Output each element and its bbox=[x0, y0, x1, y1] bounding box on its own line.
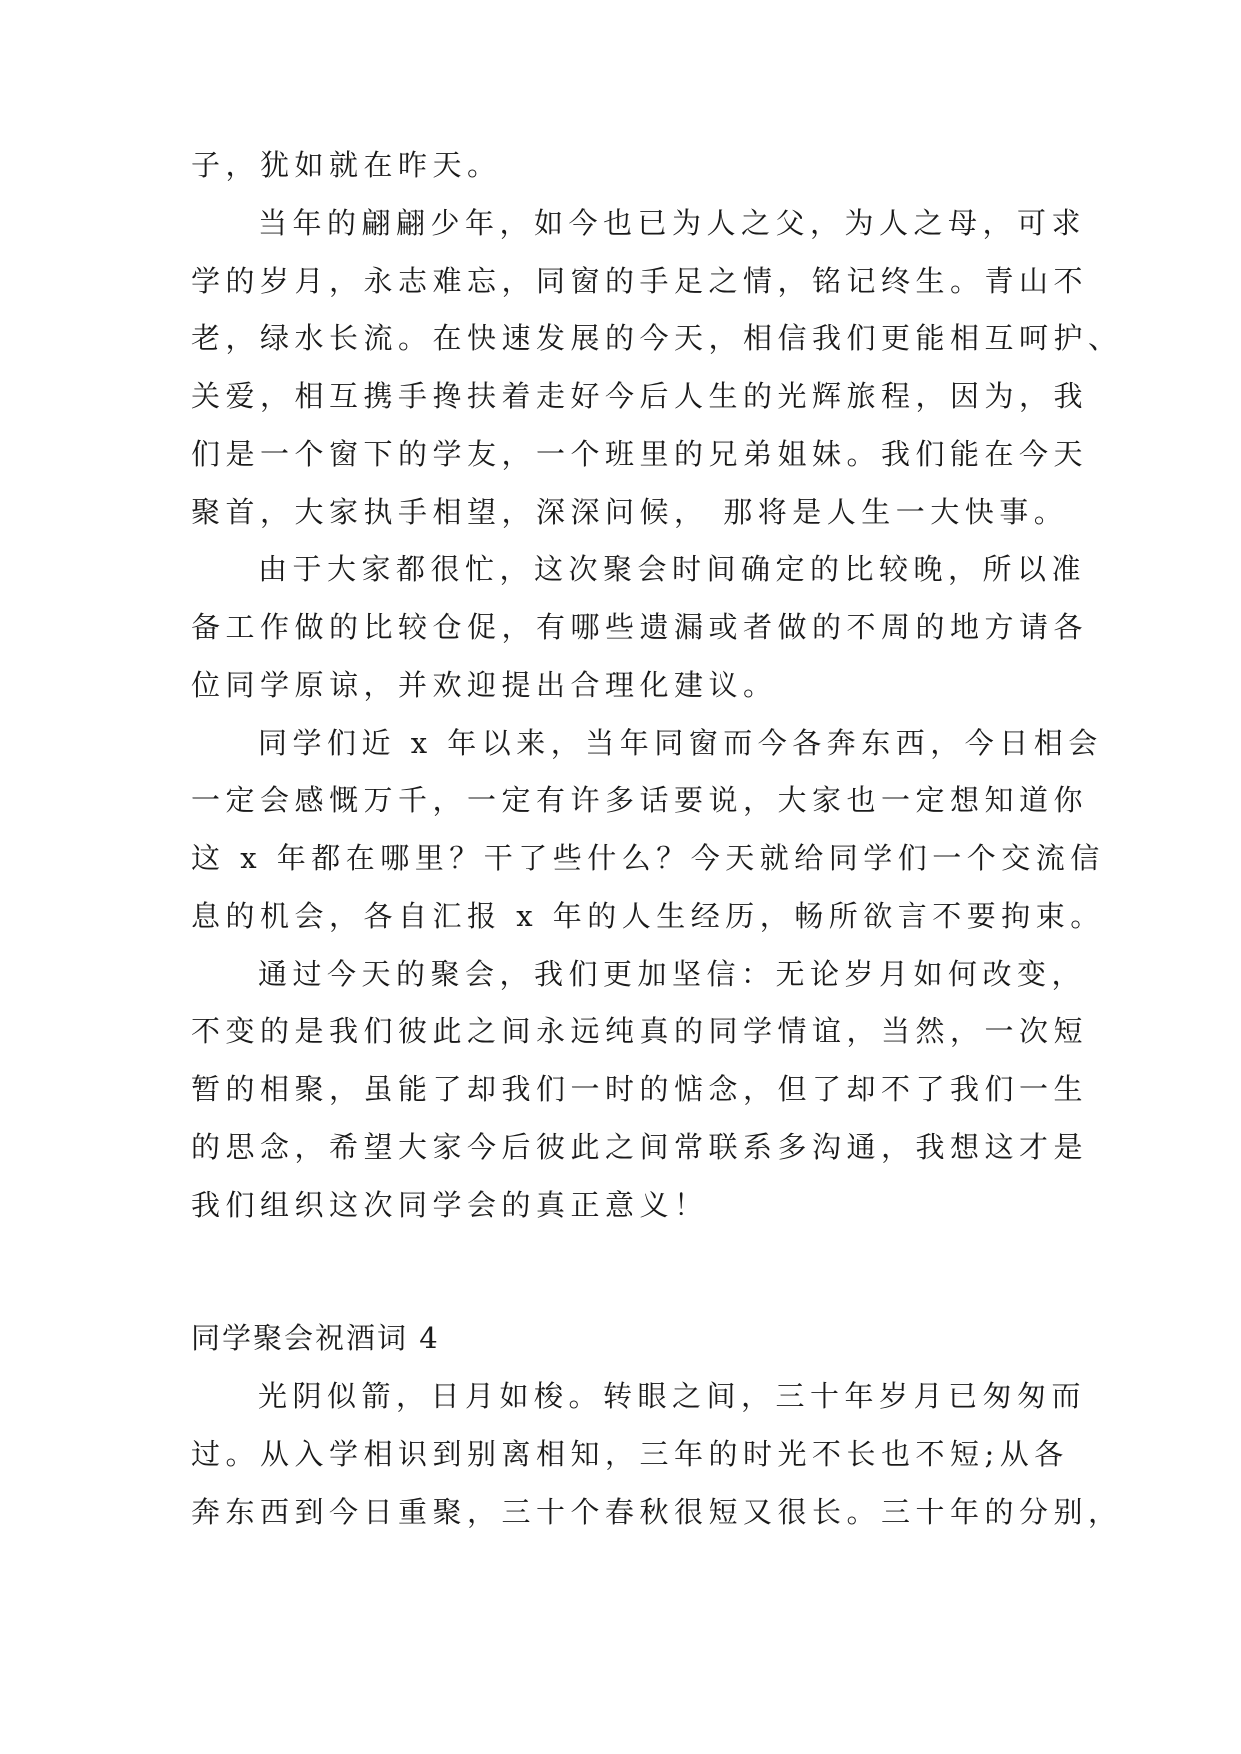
text-line-content: 奔东西到今日重聚，三十个春秋很短又很长。三十年的分别， bbox=[191, 1495, 1123, 1529]
section-heading-text: 同学聚会祝酒词 4 bbox=[191, 1321, 440, 1355]
text-line-content: 们是一个窗下的学友，一个班里的兄弟姐妹。我们能在今天 bbox=[191, 437, 1089, 471]
text-line-content: 我们组织这次同学会的真正意义！ bbox=[191, 1188, 709, 1222]
text-line-content: 学的岁月，永志难忘，同窗的手足之情，铭记终生。青山不 bbox=[191, 264, 1089, 298]
text-line-content: 子，犹如就在昨天。 bbox=[191, 148, 502, 182]
text-line-content: 聚首，大家执手相望，深深问候， 那将是人生一大快事。 bbox=[191, 495, 1069, 529]
text-line-content: 的思念，希望大家今后彼此之间常联系多沟通，我想这才是 bbox=[191, 1130, 1089, 1164]
text-line-content: 当年的翩翩少年，如今也已为人之父，为人之母，可求 bbox=[258, 206, 1087, 240]
text-line-content: 一定会感慨万千，一定有许多话要说，大家也一定想知道你 bbox=[191, 783, 1089, 817]
text-line-content: 过。从入学相识到别离相知，三年的时光不长也不短;从各 bbox=[191, 1437, 1069, 1471]
text-line-content: 暂的相聚，虽能了却我们一时的惦念，但了却不了我们一生 bbox=[191, 1072, 1089, 1106]
text-line-content: 关爱，相互携手搀扶着走好今后人生的光辉旅程，因为，我 bbox=[191, 379, 1089, 413]
text-line-content: 光阴似箭，日月如梭。转眼之间，三十年岁月已匆匆而 bbox=[258, 1379, 1087, 1413]
text-line-content: 不变的是我们彼此之间永远纯真的同学情谊，当然，一次短 bbox=[191, 1014, 1089, 1048]
text-line-content: 老，绿水长流。在快速发展的今天，相信我们更能相互呵护、 bbox=[191, 321, 1123, 355]
text-line-content: 位同学原谅，并欢迎提出合理化建议。 bbox=[191, 668, 778, 702]
text-line-content: 备工作做的比较仓促，有哪些遗漏或者做的不周的地方请各 bbox=[191, 610, 1089, 644]
text-line-content: 这 x 年都在哪里？干了些什么？今天就给同学们一个交流信 bbox=[191, 841, 1105, 875]
text-line-content: 息的机会，各自汇报 x 年的人生经历，畅所欲言不要拘束。 bbox=[191, 899, 1105, 933]
text-line-content: 通过今天的聚会，我们更加坚信：无论岁月如何改变， bbox=[258, 957, 1087, 991]
text-line-content: 由于大家都很忙，这次聚会时间确定的比较晚，所以准 bbox=[258, 552, 1087, 586]
text-line-content: 同学们近 x 年以来，当年同窗而今各奔东西，今日相会 bbox=[258, 726, 1103, 760]
